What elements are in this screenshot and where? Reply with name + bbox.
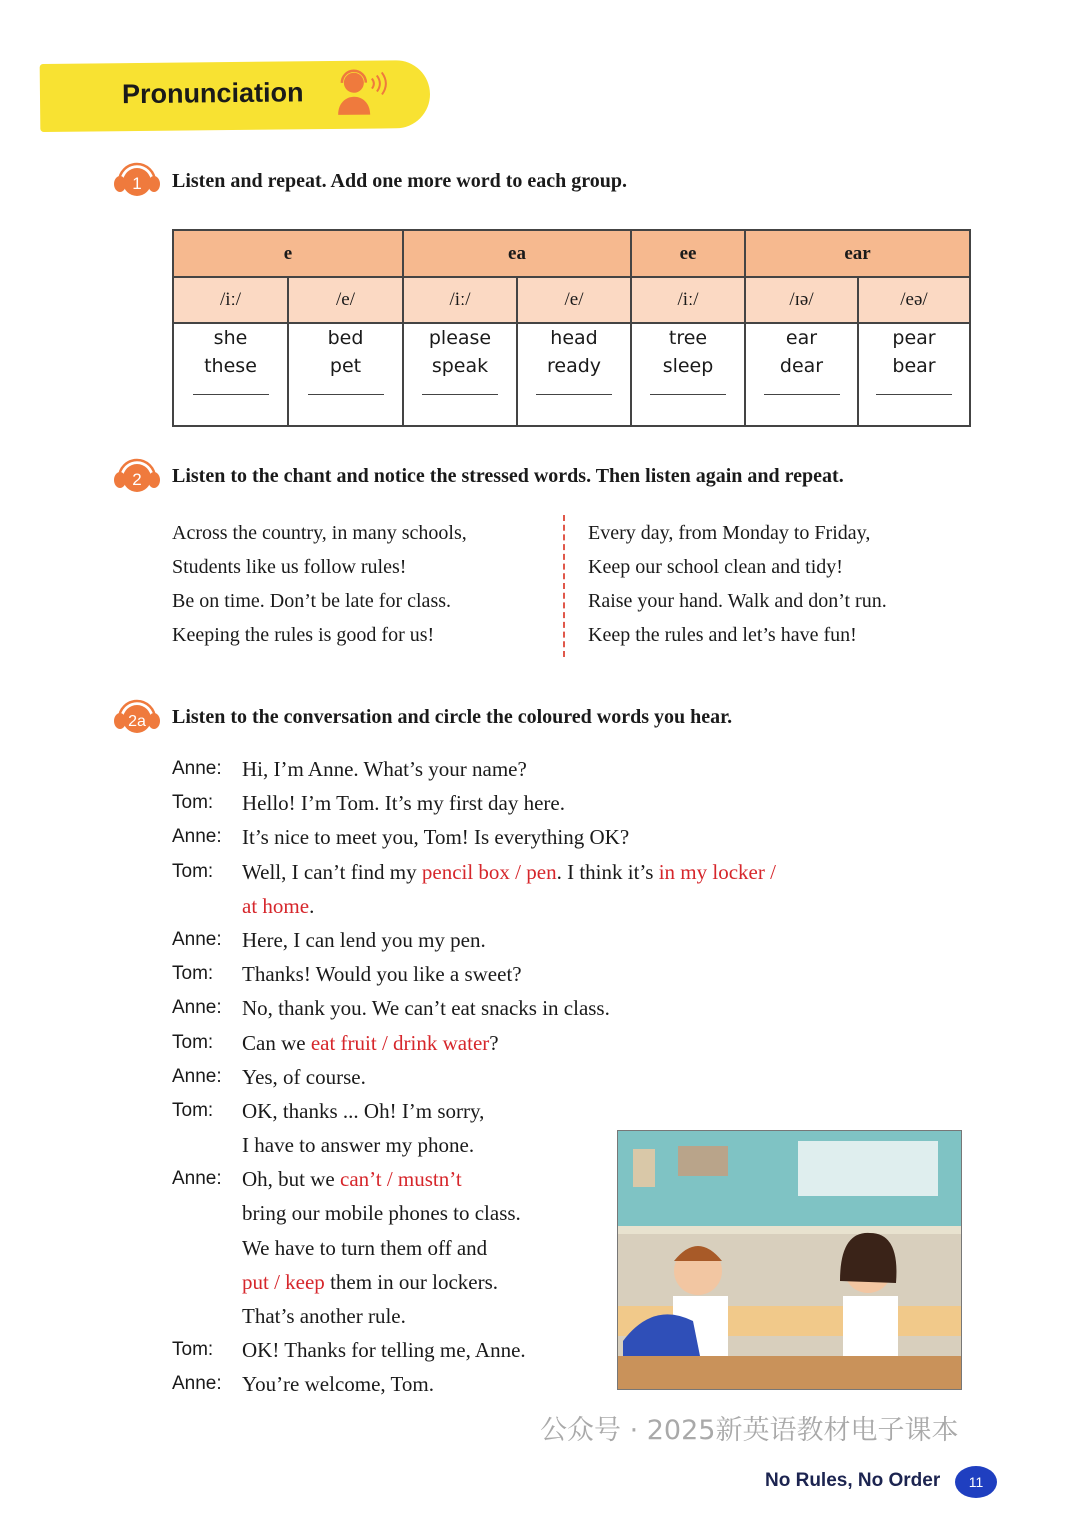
answer-blank[interactable] [422, 394, 498, 395]
coloured-word-choice[interactable]: pencil box / pen [421, 859, 557, 884]
group-header: ear [745, 230, 970, 277]
sound-cell: /e/ [288, 277, 403, 323]
coloured-word-choice[interactable]: can’t / mustn’t [340, 1167, 462, 1192]
text-segment: It’s nice to meet you, Tom! Is everything OK? [242, 825, 630, 850]
sound-cell: /ɪə/ [745, 277, 858, 323]
chant-line: Students like us follow rules! [172, 556, 407, 578]
watermark: 公众号 · 2025新英语教材电子课本 [540, 1415, 959, 1446]
speaker-label: Anne: [172, 758, 222, 779]
example-word: please [428, 327, 492, 349]
speaker-label: Tom: [172, 1099, 214, 1121]
dialogue-text [242, 786, 565, 820]
chant-line: Across the country, in many schools, [172, 522, 467, 544]
sound-cell: /iː/ [173, 277, 288, 323]
speaker-label: Anne: [172, 1065, 222, 1087]
text-segment: . I think it’s [556, 859, 659, 884]
dialogue-text [242, 1060, 366, 1094]
speaker-label: Tom: [172, 792, 214, 814]
answer-blank[interactable] [308, 394, 384, 395]
example-word: sleep [662, 355, 714, 377]
chant-line: Keep our school clean and tidy! [588, 556, 843, 578]
example-word: ear [785, 327, 818, 349]
dialogue-text [242, 1231, 487, 1265]
coloured-word-choice[interactable]: put / keep [242, 1269, 325, 1294]
text-segment: Well, I can’t find my [242, 859, 422, 884]
answer-blank[interactable] [650, 394, 726, 395]
speaking-person-icon [336, 68, 388, 117]
text-segment: Hi, I’m Anne. What’s your name? [242, 757, 527, 781]
text-segment: I have to answer my phone. [242, 1133, 475, 1158]
group-header: e [173, 230, 403, 277]
text-segment: OK! Thanks for telling me, Anne. [242, 1338, 526, 1363]
example-word: bed [327, 327, 364, 349]
answer-blank[interactable] [876, 394, 952, 395]
word-cell [288, 323, 403, 426]
answer-blank[interactable] [536, 394, 612, 395]
dialogue-text [242, 752, 527, 786]
dialogue-text [242, 1026, 499, 1060]
word-cell [173, 323, 288, 426]
unit-title: No Rules, No Order [765, 1470, 941, 1491]
exercise-2a-instruction: Listen to the conversation and circle the coloured words you hear. [172, 706, 733, 728]
answer-blank[interactable] [193, 394, 269, 395]
example-word: head [550, 327, 598, 349]
text-segment: Here, I can lend you my pen. [242, 927, 486, 952]
answer-blank[interactable] [764, 394, 840, 395]
chant-left-column [172, 516, 467, 652]
example-word: tree [668, 327, 708, 349]
example-word: these [204, 355, 257, 377]
text-segment: No, thank you. We can’t eat snacks in class. [242, 996, 610, 1021]
exercise-2-headphones-badge-icon [112, 456, 162, 496]
text-segment: That’s another rule. [242, 1304, 406, 1328]
text-segment: bring our mobile phones to class. [242, 1201, 521, 1226]
text-segment: Can we [242, 1030, 311, 1055]
speaker-label: Tom: [172, 1339, 214, 1361]
word-cell [745, 323, 858, 426]
text-segment: ? [489, 1030, 499, 1055]
dialogue-text [242, 1265, 498, 1299]
text-segment: Hello! I’m Tom. It’s my first day here. [242, 791, 565, 816]
chant-line: Be on time. Don’t be late for class. [172, 590, 452, 612]
word-cell [631, 323, 745, 426]
section-title: Pronunciation [121, 77, 304, 110]
example-word: dear [779, 355, 824, 377]
speaker-label: Anne: [172, 1168, 222, 1190]
exercise-2a-headphones-badge-icon [112, 697, 162, 737]
dialogue-text [242, 855, 776, 889]
dialogue-text [242, 1367, 434, 1401]
exercise-1-headphones-badge-icon [112, 160, 162, 200]
page-number: 11 [955, 1466, 997, 1498]
example-word: speak [431, 355, 489, 377]
sound-cell: /eə/ [858, 277, 970, 323]
dialogue-text [242, 1333, 526, 1367]
text-segment: We have to turn them off and [242, 1235, 488, 1260]
speaker-label: Tom: [172, 860, 214, 882]
coloured-word-choice[interactable]: at home [242, 893, 310, 918]
classroom-illustration [617, 1130, 962, 1390]
speaker-label: Anne: [172, 997, 222, 1019]
sound-groups-table [172, 229, 971, 427]
dialogue-text [242, 889, 314, 923]
speaker-label: Tom: [172, 1031, 214, 1053]
text-segment: Oh, but we [242, 1167, 340, 1192]
exercise-2-instruction: Listen to the chant and notice the stressed words. Then listen again and repeat. [172, 465, 844, 487]
word-cell [517, 323, 631, 426]
word-cell [858, 323, 970, 426]
dialogue-text [242, 991, 610, 1025]
chant-right-column [588, 516, 887, 652]
word-cell [403, 323, 517, 426]
dialogue-text [242, 1299, 406, 1333]
svg-text:1: 1 [132, 174, 142, 193]
sound-cell: /e/ [517, 277, 631, 323]
chant-line: Raise your hand. Walk and don’t run. [588, 590, 887, 612]
text-segment: You’re welcome, Tom. [242, 1372, 434, 1397]
example-word: pet [329, 355, 362, 377]
speaker-label: Anne: [172, 928, 222, 950]
text-segment: OK, thanks ... Oh! I’m sorry, [242, 1098, 485, 1123]
speaker-label: Tom: [172, 963, 214, 985]
dialogue-text [242, 1094, 484, 1128]
coloured-word-choice[interactable]: in my locker / [658, 859, 776, 884]
dialogue-text [242, 1162, 462, 1196]
speaker-label: Anne: [172, 826, 222, 848]
example-word: ready [546, 355, 602, 377]
exercise-1-instruction: Listen and repeat. Add one more word to each group. [172, 170, 628, 192]
dialogue-text [242, 923, 486, 957]
group-header: ea [403, 230, 631, 277]
coloured-word-choice[interactable]: eat fruit / drink water [310, 1030, 490, 1055]
text-segment: . [309, 893, 315, 918]
group-header: ee [631, 230, 745, 277]
dialogue-text [242, 820, 629, 854]
example-word: bear [892, 355, 936, 377]
chant-line: Keep the rules and let’s have fun! [588, 624, 857, 646]
sound-cell: /iː/ [631, 277, 745, 323]
example-word: she [213, 327, 248, 349]
text-segment: them in our lockers. [324, 1269, 499, 1294]
speaker-label: Anne: [172, 1373, 222, 1395]
svg-text:2: 2 [132, 470, 142, 489]
chant-line: Every day, from Monday to Friday, [588, 522, 871, 544]
dialogue-text [242, 1196, 521, 1230]
text-segment: Yes, of course. [242, 1064, 366, 1089]
sound-cell: /iː/ [403, 277, 517, 323]
text-segment: Thanks! Would you like a sweet? [242, 962, 522, 987]
dashed-divider [563, 515, 565, 657]
chant-line: Keeping the rules is good for us! [172, 624, 435, 646]
svg-text:2a: 2a [128, 713, 146, 730]
dialogue-text [242, 1128, 474, 1162]
dialogue-text [242, 957, 522, 991]
section-banner [40, 60, 431, 132]
example-word: pear [892, 327, 936, 349]
